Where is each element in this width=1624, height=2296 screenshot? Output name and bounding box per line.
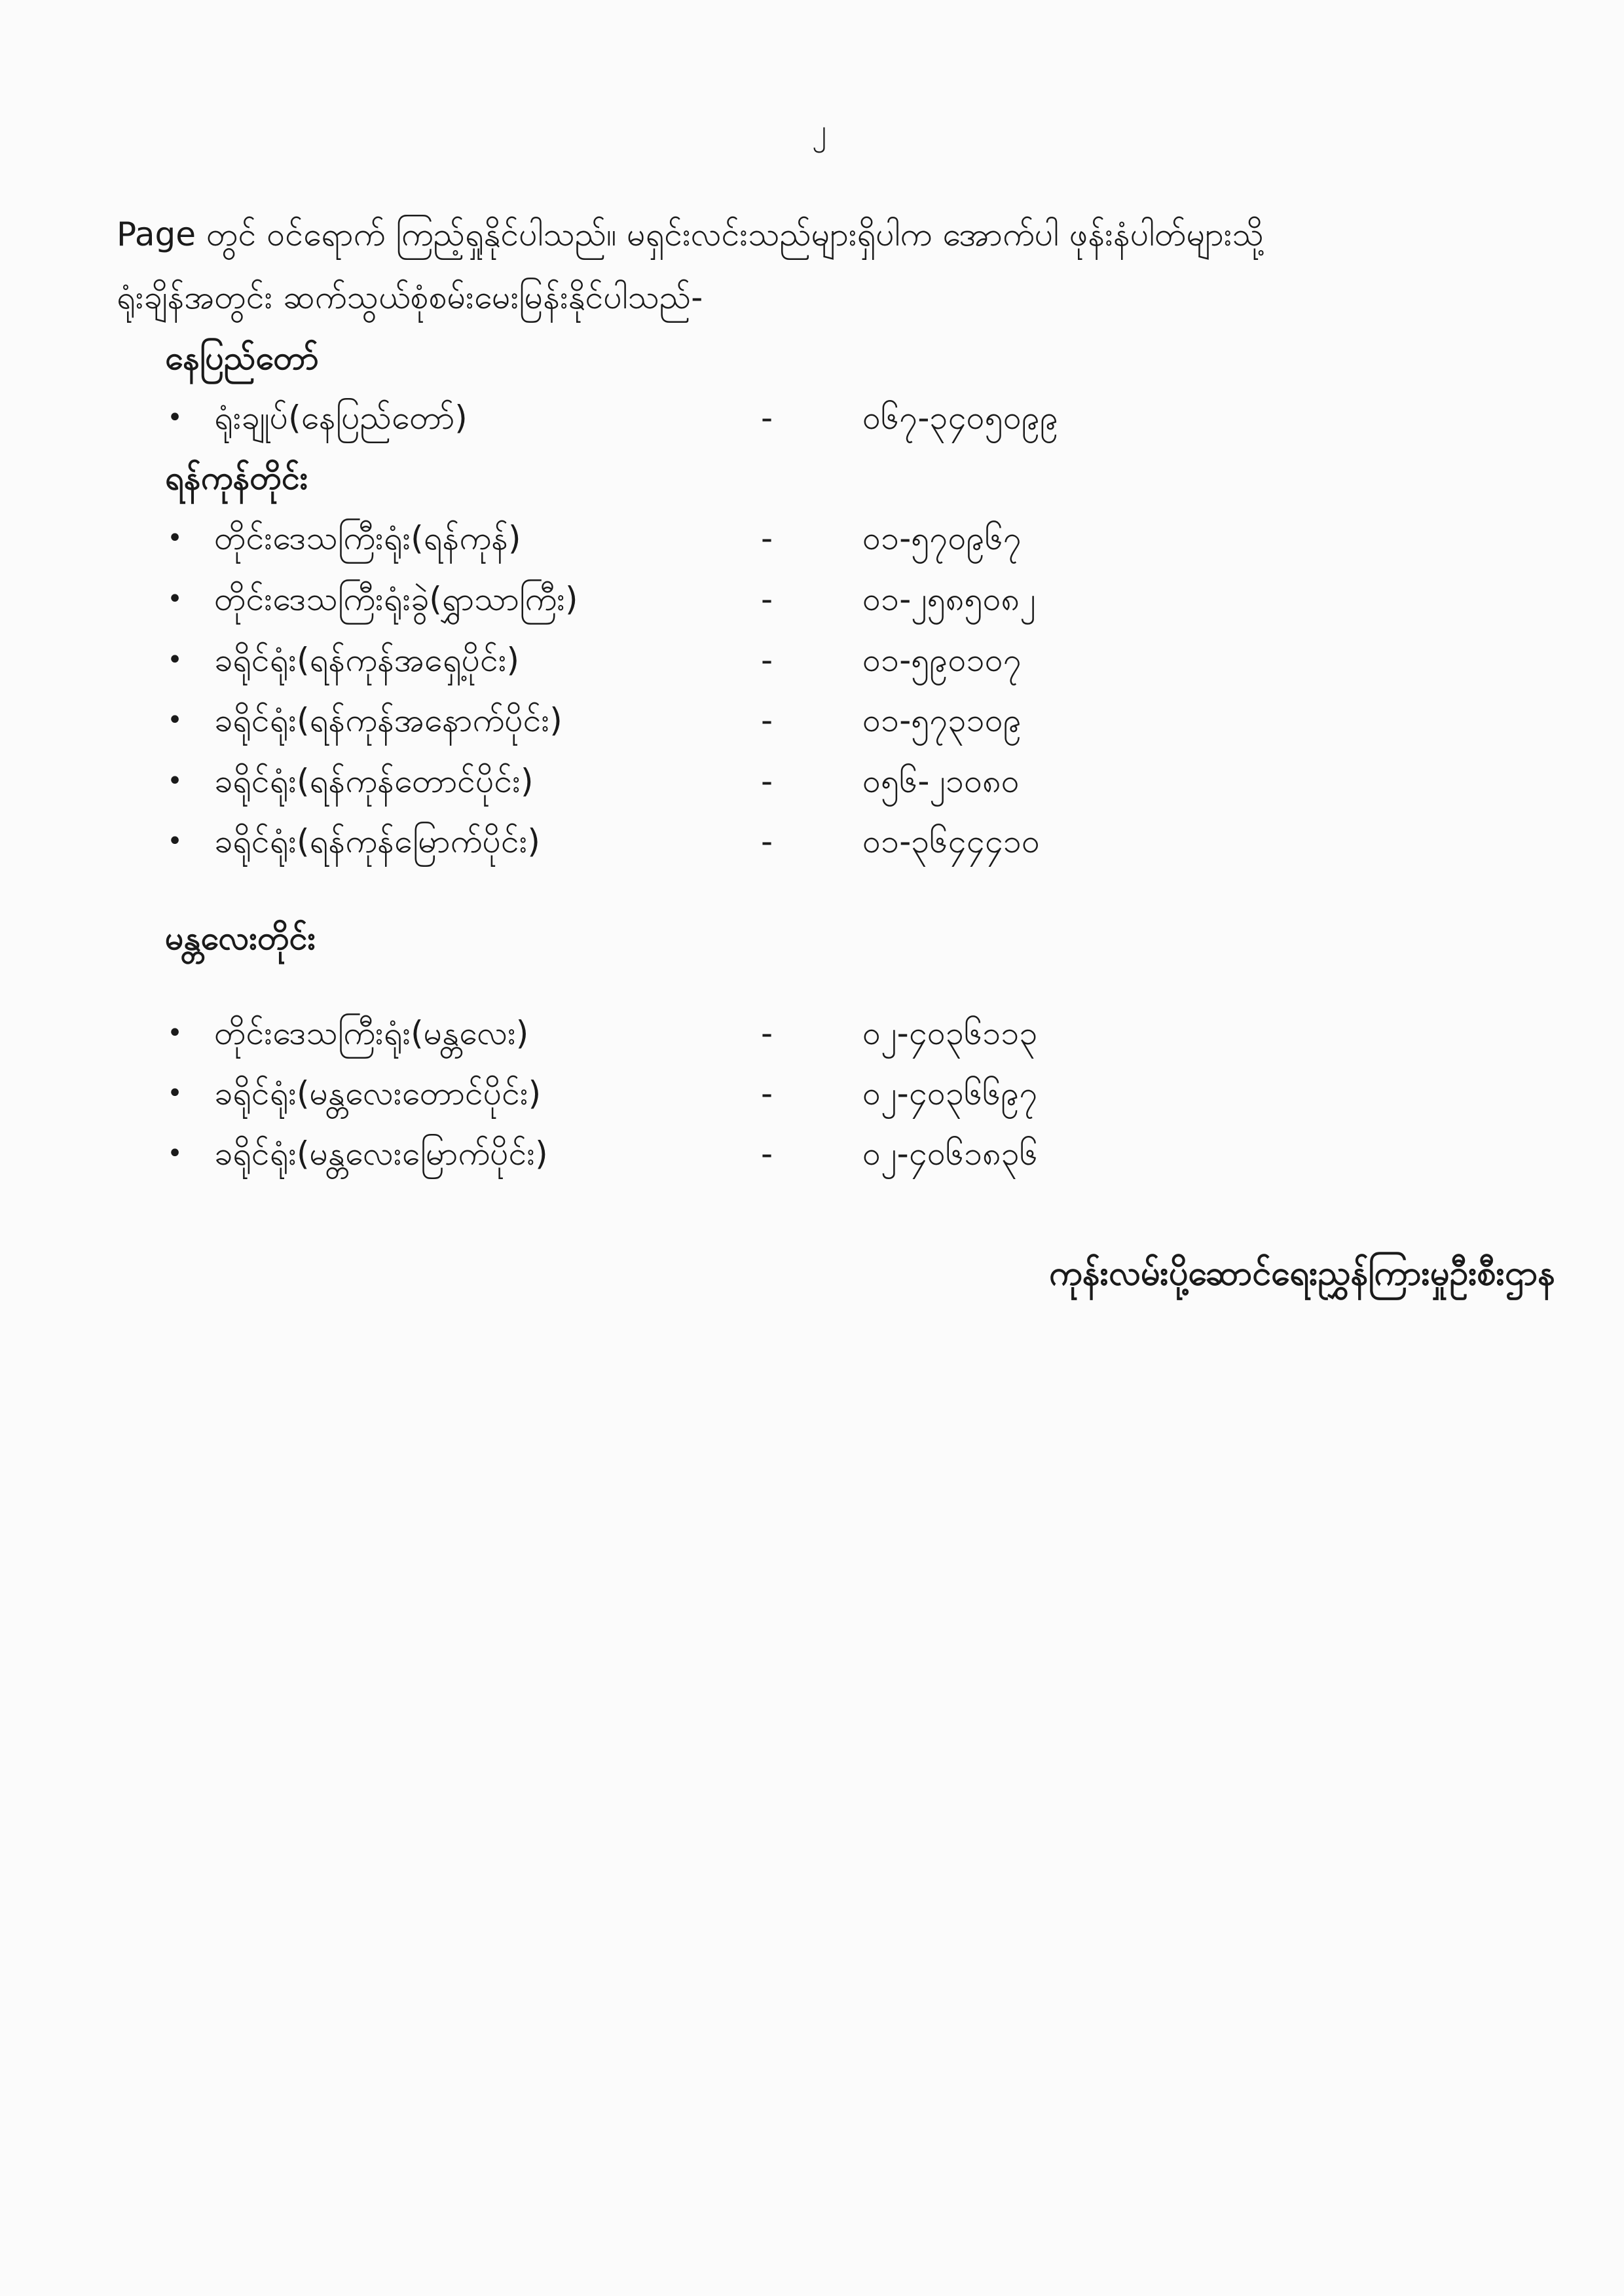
section-heading-naypyitaw: နေပြည်တော် — [165, 339, 319, 377]
bullet-icon: • — [167, 645, 183, 675]
list-item — [165, 694, 1147, 746]
separator-dash: - — [761, 1135, 773, 1173]
office-name: တိုင်းဒေသကြီးရုံး(မန္တလေး) — [214, 1014, 529, 1052]
bullet-icon: • — [167, 1018, 183, 1048]
separator-dash: - — [761, 519, 773, 557]
section-heading-yangon: ရန်ကုန်တိုင်း — [165, 459, 308, 497]
office-name: ခရိုင်ရုံး(ရန်ကုန်အနောက်ပိုင်း) — [214, 701, 563, 739]
bullet-icon: • — [167, 1139, 183, 1169]
section-heading-mandalay: မန္တလေးတိုင်း — [165, 919, 316, 957]
phone-number: ၀၁-၅၇၃၁၀၉ — [862, 701, 1022, 739]
list-item — [165, 815, 1147, 867]
page-number: ၂ — [812, 114, 826, 147]
separator-dash: - — [761, 762, 773, 800]
bullet-icon: • — [167, 1078, 183, 1108]
list-item — [165, 1067, 1147, 1120]
bullet-icon: • — [167, 403, 183, 433]
phone-number: ၀၅၆-၂၁၀၈၀ — [862, 762, 1020, 800]
office-name: ရုံးချုပ်(နေပြည်တော်) — [214, 399, 468, 437]
office-name: ခရိုင်ရုံး(မန္တလေးတောင်ပိုင်း) — [214, 1074, 542, 1112]
list-item — [165, 634, 1147, 686]
phone-number: ၀၂-၄၀၃၆၁၁၃ — [862, 1014, 1038, 1052]
list-item — [165, 755, 1147, 807]
separator-dash: - — [761, 580, 773, 618]
list-item — [165, 573, 1147, 625]
phone-number: ၀၂-၄၀၆၁၈၃၆ — [862, 1135, 1039, 1173]
department-signature: ကုန်းလမ်းပို့ဆောင်ရေးညွှန်ကြားမှုဦးစီးဌာန — [1048, 1254, 1555, 1293]
office-name: ခရိုင်ရုံး(ရန်ကုန်အရှေ့ပိုင်း) — [214, 641, 520, 679]
office-name: ခရိုင်ရုံး(ရန်ကုန်မြောက်ပိုင်း) — [214, 822, 540, 860]
office-name: ခရိုင်ရုံး(မန္တလေးမြောက်ပိုင်း) — [214, 1135, 548, 1173]
list-item — [165, 512, 1147, 564]
bullet-icon: • — [167, 584, 183, 614]
list-item — [165, 1127, 1147, 1180]
separator-dash: - — [761, 641, 773, 679]
phone-number: ၀၁-၅၇၀၉၆၇ — [862, 519, 1022, 557]
bullet-icon: • — [167, 766, 183, 796]
separator-dash: - — [761, 822, 773, 860]
intro-line-2: ရုံးချိန်အတွင်း ဆက်သွယ်စုံစမ်းမေးမြန်းနိုင်ပါသည်- — [117, 278, 703, 316]
phone-number: ၀၆၇-၃၄၀၅၀၉၉ — [862, 399, 1059, 437]
phone-number: ၀၁-၃၆၄၄၄၁၀ — [862, 822, 1041, 860]
phone-number: ၀၁-၂၅၈၅၀၈၂ — [862, 580, 1036, 618]
phone-number: ၀၂-၄၀၃၆၆၉၇ — [862, 1074, 1038, 1112]
office-name: တိုင်းဒေသကြီးရုံးခွဲ(ရွှာသာကြီး) — [214, 580, 578, 618]
list-item — [165, 392, 1147, 444]
separator-dash: - — [761, 1014, 773, 1052]
office-name: တိုင်းဒေသကြီးရုံး(ရန်ကုန်) — [214, 519, 521, 557]
intro-line-1: Page တွင် ဝင်ရောက် ကြည့်ရှုနိုင်ပါသည်။ မရှင်းလင်းသည်များရှိပါက အောက်ပါ ဖုန်းနံပါတ်များသို့ — [117, 215, 1264, 253]
separator-dash: - — [761, 399, 773, 437]
list-item — [165, 1007, 1147, 1059]
bullet-icon: • — [167, 826, 183, 856]
phone-number: ၀၁-၅၉၀၁၀၇ — [862, 641, 1022, 679]
intro-paragraph — [117, 203, 1590, 329]
separator-dash: - — [761, 1074, 773, 1112]
separator-dash: - — [761, 701, 773, 739]
office-name: ခရိုင်ရုံး(ရန်ကုန်တောင်ပိုင်း) — [214, 762, 534, 800]
bullet-icon: • — [167, 705, 183, 735]
bullet-icon: • — [167, 523, 183, 553]
